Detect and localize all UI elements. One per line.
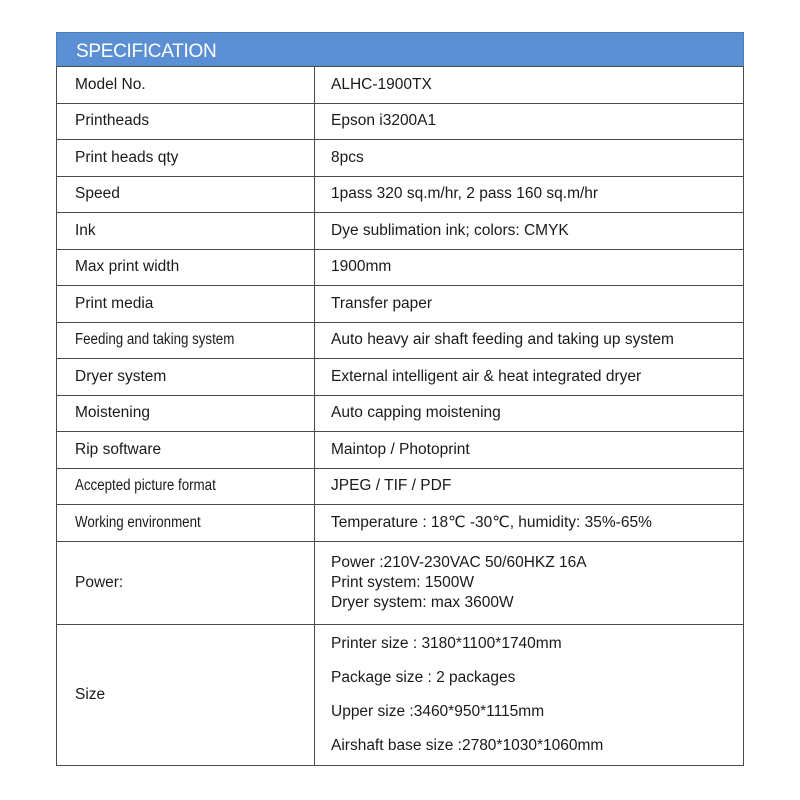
spec-value: 8pcs (315, 140, 744, 177)
spec-label: Print heads qty (57, 140, 315, 177)
spec-row-picture-format (57, 468, 744, 505)
spec-row-dryer-system (57, 359, 744, 396)
size-line: Printer size : 3180*1100*1740mm (331, 634, 562, 652)
power-line: Print system: 1500W (331, 573, 474, 591)
spec-value: 1pass 320 sq.m/hr, 2 pass 160 sq.m/hr (315, 176, 744, 213)
specification-table (56, 66, 744, 766)
spec-row-print-media (57, 286, 744, 323)
spec-row-model-no (57, 67, 744, 104)
specification-header: SPECIFICATION (56, 32, 744, 66)
spec-row-speed (57, 176, 744, 213)
spec-row-print-heads-qty (57, 140, 744, 177)
spec-value: 1900mm (315, 249, 744, 286)
spec-label: Ink (57, 213, 315, 250)
spec-value: JPEG / TIF / PDF (315, 468, 744, 505)
spec-value: ALHC-1900TX (315, 67, 744, 104)
spec-row-ink (57, 213, 744, 250)
spec-label: Size (57, 624, 315, 765)
spec-label: Moistening (57, 395, 315, 432)
spec-value: Temperature : 18℃ -30℃, humidity: 35%-65% (315, 505, 744, 542)
spec-value-multiline (315, 541, 744, 624)
spec-value: External intelligent air & heat integrated dryer (315, 359, 744, 396)
spec-row-working-environment (57, 505, 744, 542)
spec-value: Epson i3200A1 (315, 103, 744, 140)
size-line: Airshaft base size :2780*1030*1060mm (331, 736, 604, 754)
spec-label-cell (57, 468, 315, 505)
spec-label: Printheads (57, 103, 315, 140)
size-line: Upper size :3460*950*1115mm (331, 702, 545, 720)
spec-label: Power: (57, 541, 315, 624)
specification-sheet (56, 32, 744, 766)
spec-value: Transfer paper (315, 286, 744, 323)
spec-value: Auto capping moistening (315, 395, 744, 432)
spec-value: Auto heavy air shaft feeding and taking up system (315, 322, 744, 359)
spec-value-multiline (315, 624, 744, 765)
spec-label: Rip software (57, 432, 315, 469)
spec-label: Speed (57, 176, 315, 213)
spec-label: Print media (57, 286, 315, 323)
power-line: Dryer system: max 3600W (331, 593, 514, 611)
spec-row-power (57, 541, 744, 624)
spec-label: Feeding and taking system (75, 331, 235, 349)
spec-row-max-print-width (57, 249, 744, 286)
spec-label: Dryer system (57, 359, 315, 396)
spec-label: Model No. (57, 67, 315, 104)
size-line: Package size : 2 packages (331, 668, 516, 686)
spec-row-rip-software (57, 432, 744, 469)
spec-row-printheads (57, 103, 744, 140)
power-line: Power :210V-230VAC 50/60HKZ 16A (331, 553, 587, 571)
spec-row-moistening (57, 395, 744, 432)
spec-label-cell (57, 322, 315, 359)
spec-row-size (57, 624, 744, 765)
spec-label: Accepted picture format (75, 477, 216, 495)
spec-row-feeding-system (57, 322, 744, 359)
spec-label-cell (57, 505, 315, 542)
spec-value: Dye sublimation ink; colors: CMYK (315, 213, 744, 250)
spec-label: Working environment (75, 513, 201, 531)
spec-value: Maintop / Photoprint (315, 432, 744, 469)
spec-label: Max print width (57, 249, 315, 286)
